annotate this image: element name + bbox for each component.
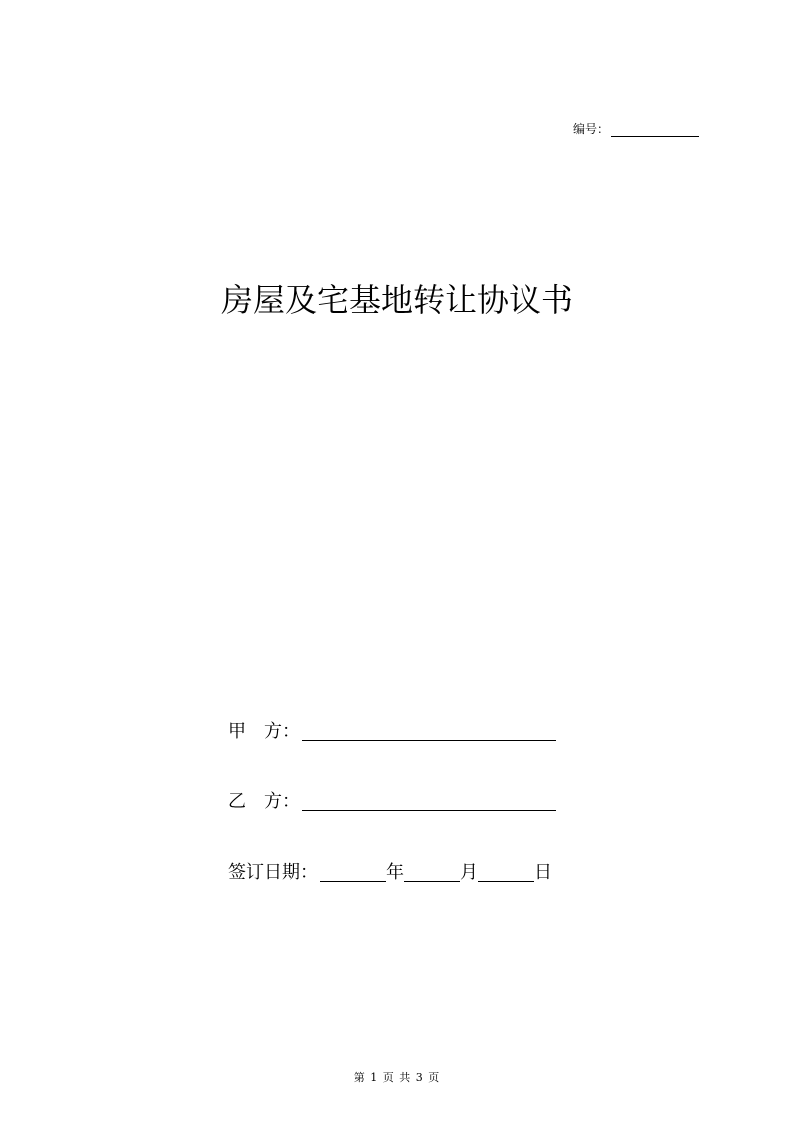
party-b-field [228,790,556,814]
month-unit: 月 [460,862,478,883]
day-unit: 日 [534,862,552,883]
year-blank[interactable] [320,861,386,882]
page-title: 房屋及宅基地转让协议书 [220,281,573,319]
month-blank[interactable] [404,861,460,882]
party-a-field [228,720,556,744]
party-a-blank[interactable] [302,720,556,741]
document-number [573,121,699,137]
document-number-label: 编号： [573,122,610,136]
document-number-blank[interactable] [611,124,699,137]
sign-date-label: 签订日期： [228,862,318,883]
day-blank[interactable] [478,861,534,882]
sign-date-field [228,861,552,885]
party-b-label: 乙 方： [228,791,300,812]
page-footer: 第 1 页 共 3 页 [353,1071,441,1084]
year-unit: 年 [386,862,404,883]
party-a-label: 甲 方： [228,721,300,742]
party-b-blank[interactable] [302,790,556,811]
